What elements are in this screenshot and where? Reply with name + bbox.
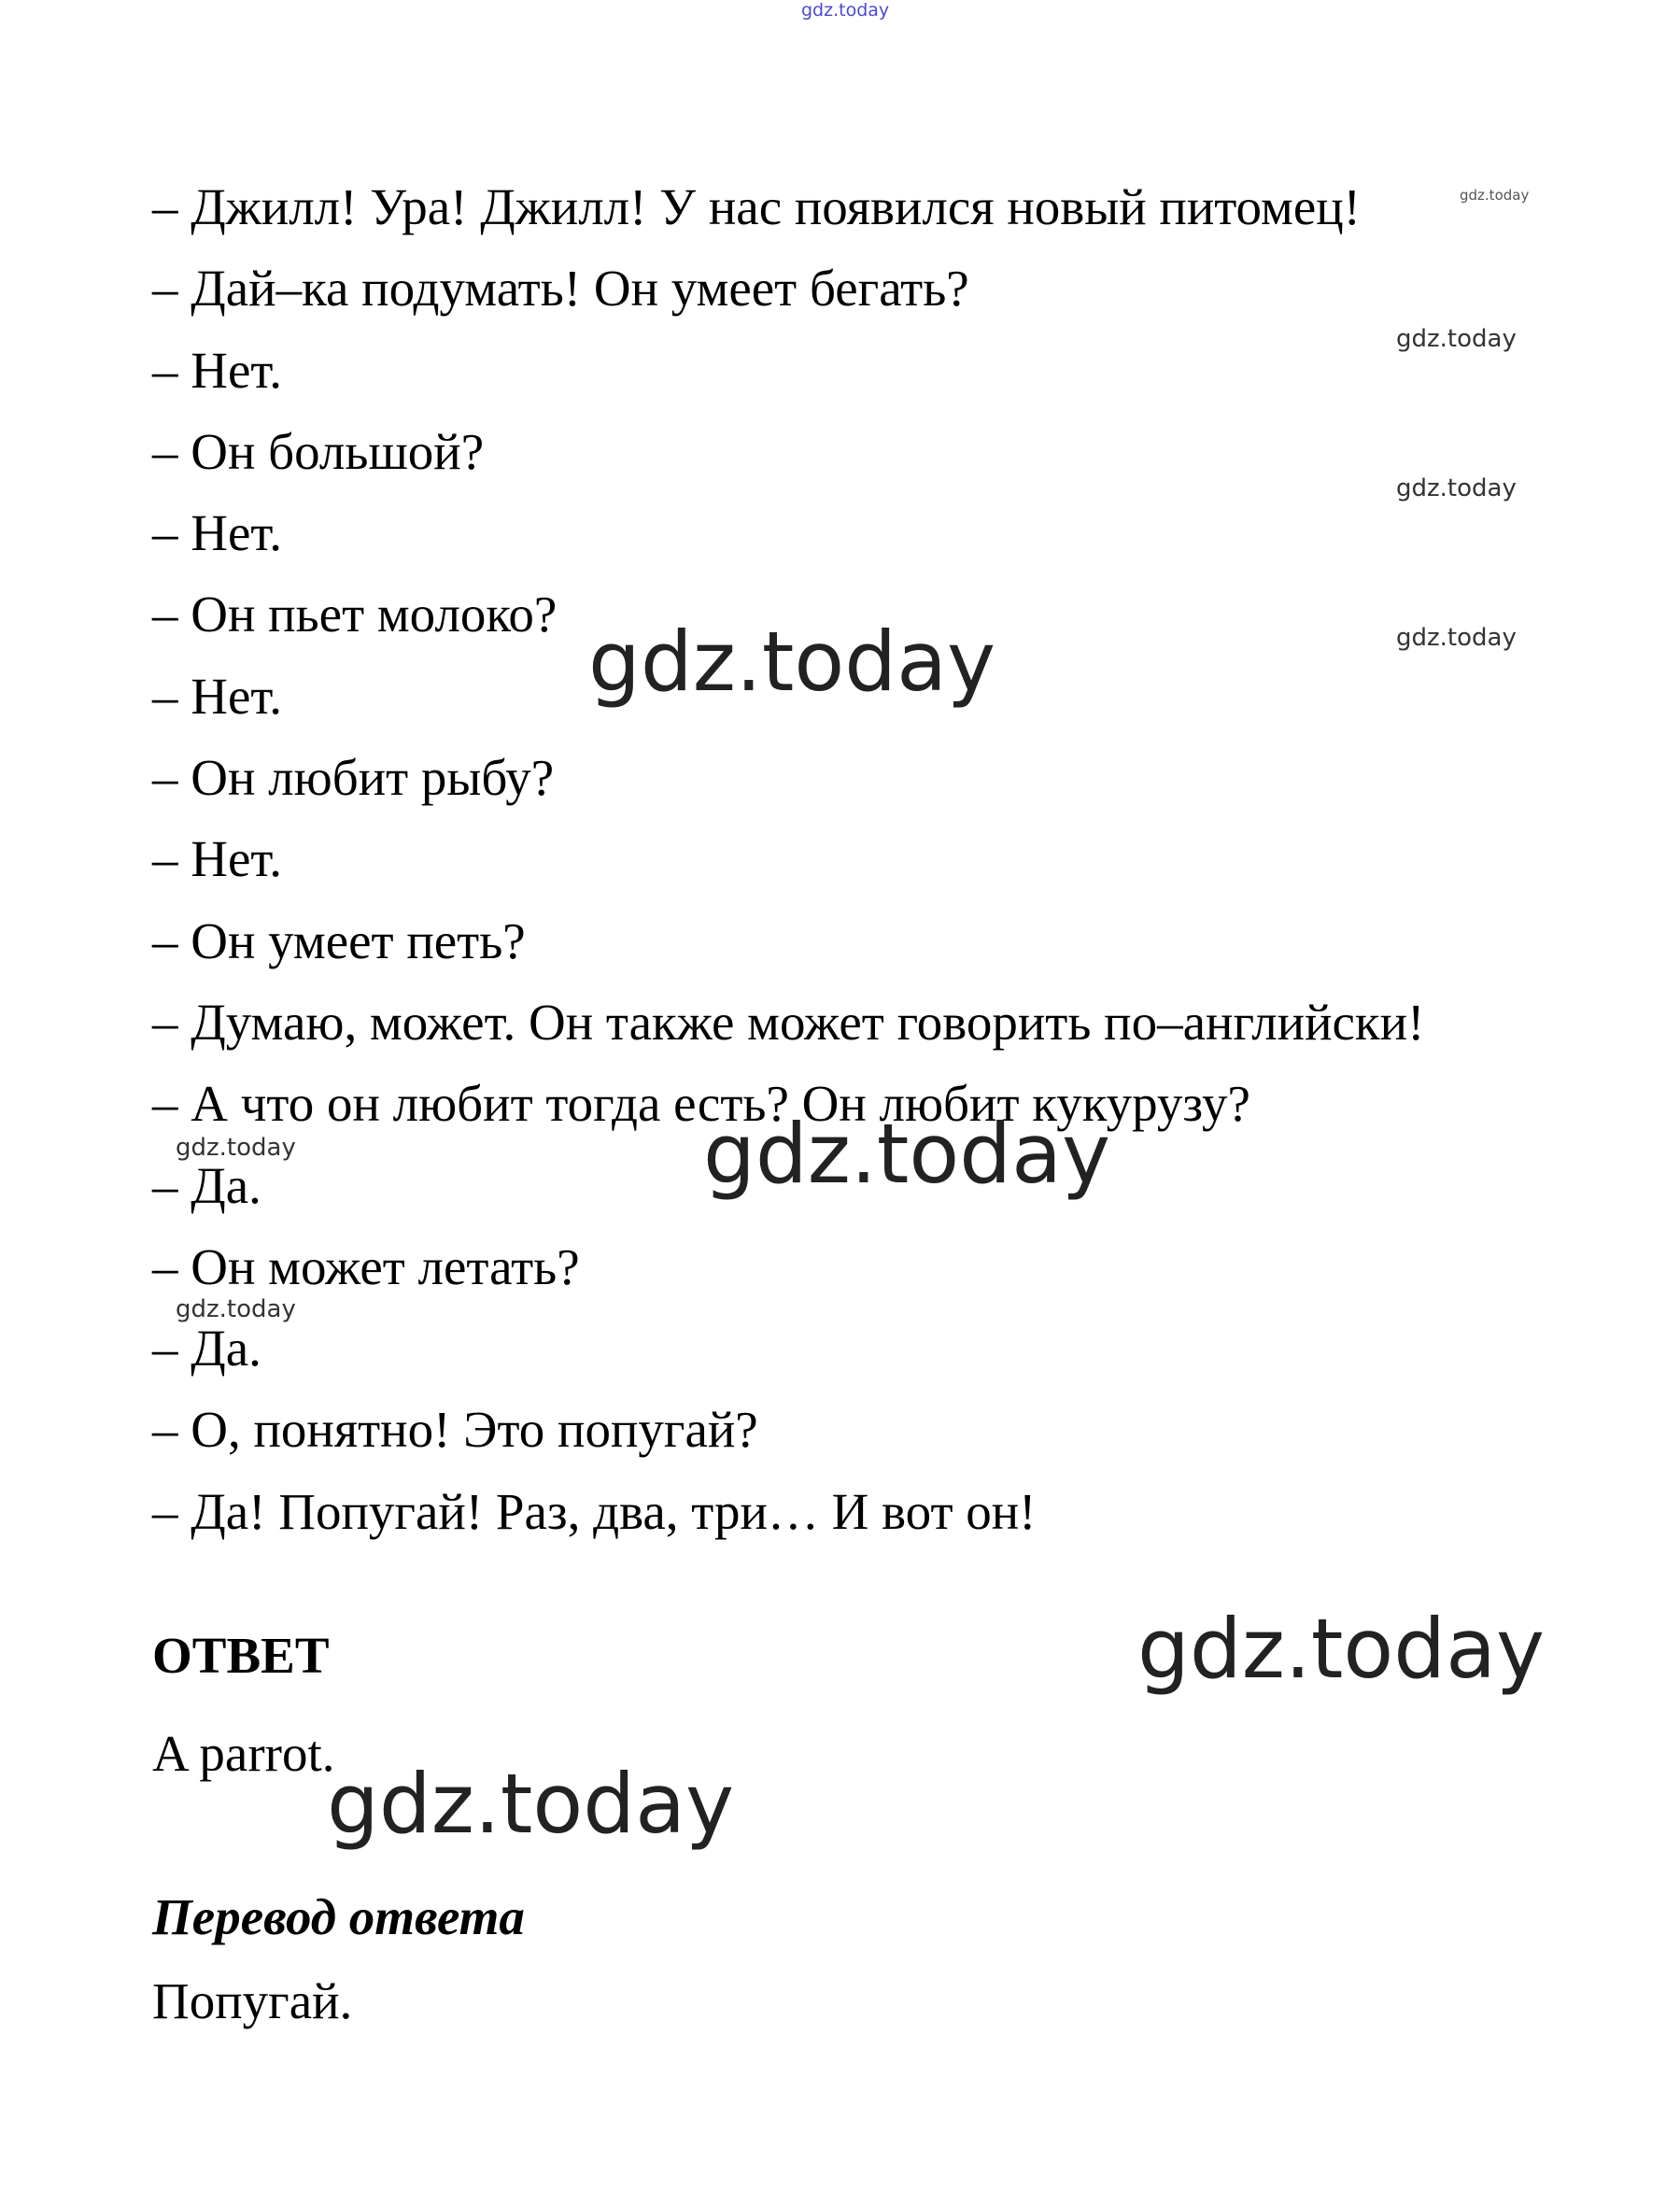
dialogue-line: – Нет. bbox=[152, 341, 283, 399]
watermark-large: gdz.today bbox=[588, 614, 996, 710]
watermark-tiny: gdz.today bbox=[1460, 187, 1530, 204]
watermark-large: gdz.today bbox=[1137, 1601, 1546, 1697]
dialogue-line: – Думаю, может. Он также может говорить по–английски! bbox=[152, 993, 1425, 1051]
watermark-small: gdz.today bbox=[1396, 624, 1517, 652]
watermark-large: gdz.today bbox=[703, 1106, 1111, 1202]
watermark-large: gdz.today bbox=[327, 1756, 735, 1852]
dialogue-line: – Он большой? bbox=[152, 422, 485, 480]
watermark-small: gdz.today bbox=[176, 1134, 296, 1162]
dialogue-list bbox=[152, 166, 1572, 1552]
watermark-small: gdz.today bbox=[1396, 474, 1517, 502]
watermark-small: gdz.today bbox=[176, 1295, 296, 1323]
dialogue-line: – Он пьет молоко? bbox=[152, 586, 558, 643]
dialogue-line: – Нет. bbox=[152, 667, 283, 725]
translation-text: Попугай. bbox=[152, 1972, 353, 2029]
dialogue-line: – Нет. bbox=[152, 504, 283, 562]
dialogue-line: – Нет. bbox=[152, 830, 283, 888]
answer-heading: ОТВЕТ bbox=[152, 1627, 330, 1684]
dialogue-line: – Он может летать? bbox=[152, 1237, 580, 1295]
answer-text: A parrot. bbox=[152, 1725, 335, 1782]
dialogue-line: – О, понятно! Это попугай? bbox=[152, 1401, 758, 1459]
dialogue-line: – А что он любит тогда есть? Он любит кукурузу? bbox=[152, 1075, 1250, 1133]
dialogue-line: – Да. bbox=[152, 1320, 261, 1378]
dialogue-line: – Он умеет петь? bbox=[152, 911, 526, 969]
dialogue-line: – Джилл! Ура! Джилл! У нас появился новый питомец! bbox=[152, 178, 1361, 235]
translation-heading: Перевод ответа bbox=[152, 1888, 525, 1945]
watermark-small: gdz.today bbox=[1396, 325, 1517, 353]
dialogue-line: – Дай–ка подумать! Он умеет бегать? bbox=[152, 260, 969, 318]
dialogue-line: – Да. bbox=[152, 1156, 261, 1214]
dialogue-line: – Да! Попугай! Раз, два, три… И вот он! bbox=[152, 1482, 1037, 1540]
dialogue-line: – Он любит рыбу? bbox=[152, 749, 555, 807]
watermark-top: gdz.today bbox=[801, 0, 890, 21]
